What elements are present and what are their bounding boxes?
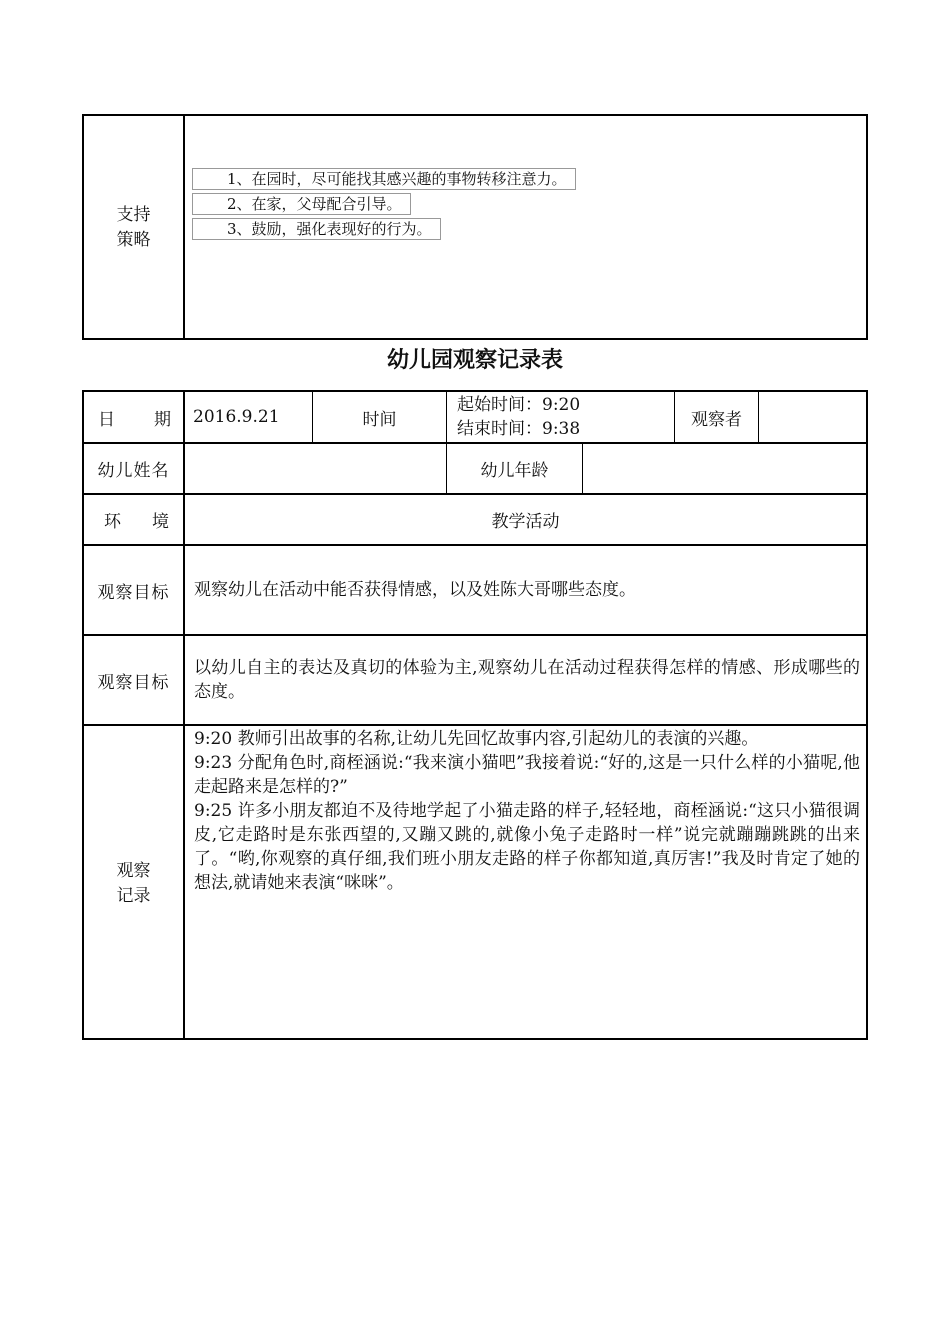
end-time: 结束时间：9:38 [457, 419, 581, 439]
support-strategy-label [84, 200, 183, 256]
child-name-value [185, 444, 446, 493]
observation-goal-value-2: 以幼儿自主的表达及真切的体验为主,观察幼儿在活动过程获得怎样的情感、形成哪些的态度。 [194, 658, 860, 702]
date-label [84, 392, 183, 442]
environment-value: 教学活动 [491, 512, 560, 532]
record-paragraph-1: 9:20 教师引出故事的名称,让幼儿先回忆故事内容,引起幼儿的表演的兴趣。 [194, 729, 759, 749]
observation-goal-value-1: 观察幼儿在活动中能否获得情感，以及姓陈大哥哪些态度。 [194, 580, 636, 600]
time-range [457, 392, 673, 442]
child-age-label: 幼儿年龄 [480, 461, 549, 481]
date-label-char1: 日 [98, 409, 115, 430]
strategy-item-2: 2、在家，父母配合引导。 [192, 193, 411, 215]
environment-label-char1: 环 [104, 512, 121, 532]
strategy-item-3: 3、鼓励，强化表现好的行为。 [192, 218, 441, 240]
strategy-item-1: 1、在园时，尽可能找其感兴趣的事物转移注意力。 [192, 168, 576, 190]
child-age-value [583, 444, 866, 493]
time-label: 时间 [362, 409, 397, 430]
observation-record-label-line1: 观察 [116, 861, 151, 881]
date-label-char2: 期 [154, 409, 171, 430]
record-paragraph-3: 9:25 许多小朋友都迫不及待地学起了小猫走路的样子,轻轻地，商桎涵说:“这只小猫很调皮,它走路时是东张西望的,又蹦又跳的,就像小兔子走路时一样”说完就蹦蹦跳跳的出来了。“哟,你观察的真仔细,我们班小朋友走路的样子你都知道,真厉害!”我及时肯定了她的想法,就请她来表演“咪咪”。 [194, 801, 860, 893]
date-value: 2016.9.21 [193, 407, 280, 427]
support-strategy-label-line1: 支持 [116, 205, 151, 225]
observer-label: 观察者 [691, 409, 742, 430]
observation-record-content [194, 727, 860, 895]
support-strategy-label-line2: 策略 [116, 230, 151, 250]
observation-goal-label-2: 观察目标 [97, 672, 170, 693]
observation-goal-label-1: 观察目标 [97, 582, 170, 603]
record-paragraph-2: 9:23 分配角色时,商桎涵说:“我来演小猫吧”我接着说:“好的,这是一只什么样的小猫呢,他走起路来是怎样的?” [194, 753, 860, 797]
observation-record-label [84, 856, 183, 912]
environment-label [84, 495, 183, 544]
child-name-label: 幼儿姓名 [97, 461, 170, 481]
environment-label-char2: 境 [152, 512, 169, 532]
observation-record-label-line2: 记录 [116, 886, 151, 906]
start-time: 起始时间：9:20 [457, 395, 581, 415]
observer-value [759, 392, 866, 442]
form-title: 幼儿园观察记录表 [386, 348, 563, 373]
